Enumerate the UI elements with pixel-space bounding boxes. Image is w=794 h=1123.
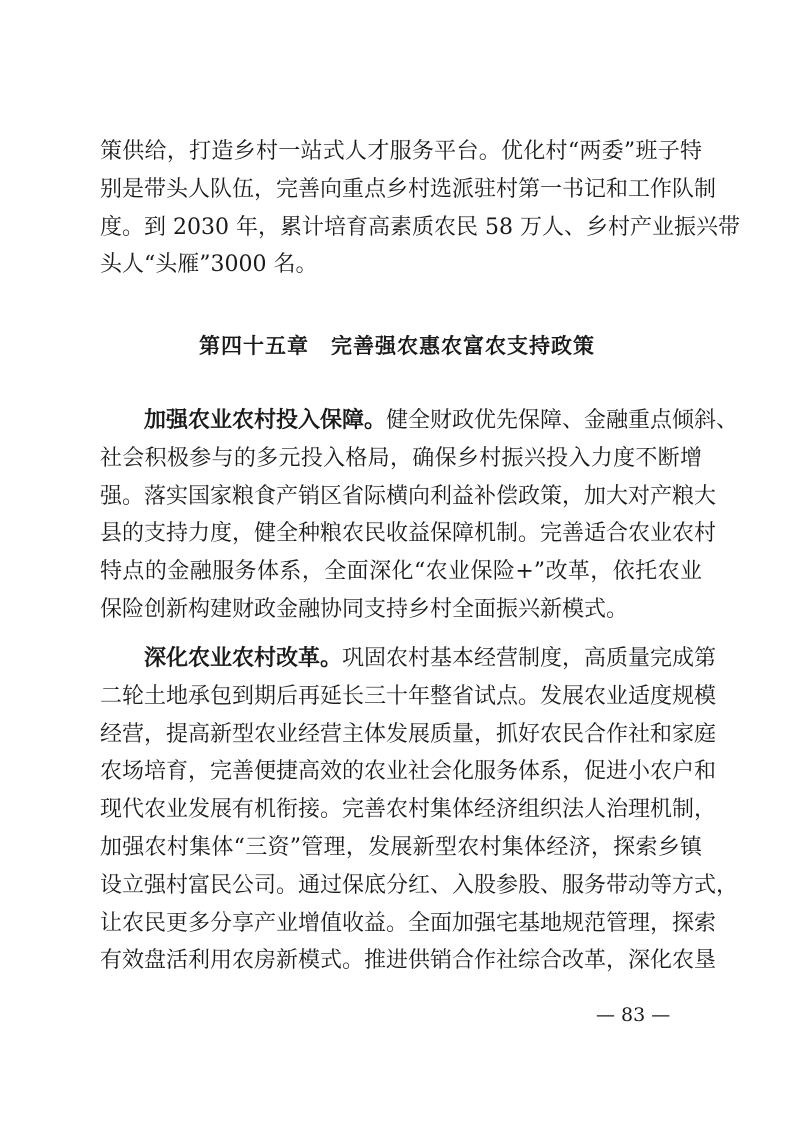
text-line: 农场培育，完善便捷高效的农业社会化服务体系，促进小农户和 [100,759,717,785]
text-line-rest: 巩固农村基本经营制度，高质量完成第 [342,646,717,671]
paragraph-lead: 深化农业农村改革。 [144,645,343,671]
text-line: 度。到 2030 年，累计培育高素质农民 58 万人、乡村产业振兴带 [100,214,740,240]
text-line: 加强农村集体“三资”管理，发展新型农村集体经济，探索乡镇 [100,834,702,860]
text-line: 策供给，打造乡村一站式人才服务平台。优化村“两委”班子特 [100,139,702,164]
paragraph-lead: 加强农业农村投入保障。 [144,407,387,433]
text-line: 强。落实国家粮食产销区省际横向利益补偿政策，加大对产粮大 [100,483,717,509]
chapter-heading: 第四十五章 完善强农惠农富农支持政策 [199,333,595,358]
text-line [100,640,717,678]
text-line: 别是带头人队伍，完善向重点乡村选派驻村第一书记和工作队制 [100,176,717,202]
text-line: 设立强村富民公司。通过保底分红、入股参股、服务带动等方式， [100,872,739,898]
text-line: 保险创新构建财政金融协同支持乡村全面振兴新模式。 [100,596,629,622]
text-line: 让农民更多分享产业增值收益。全面加强宅基地规范管理，探索 [100,910,717,936]
text-line: 经营，提高新型农业经营主体发展质量，抓好农民合作社和家庭 [100,721,717,747]
text-line: 特点的金融服务体系，全面深化“农业保险+”改革，依托农业 [100,559,702,585]
text-line: 头人“头雁”3000 名。 [100,252,318,278]
text-line [100,402,739,440]
text-line: 现代农业发展有机衔接。完善农村集体经济组织法人治理机制， [100,797,717,823]
paragraph-rural-reform [100,640,739,980]
text-line: 二轮土地承包到期后再延长三十年整省试点。发展农业适度规模 [100,683,717,709]
text-line: 县的支持力度，健全种粮农民收益保障机制。完善适合农业农村 [100,521,717,547]
text-line: 社会积极参与的多元投入格局，确保乡村振兴投入力度不断增 [100,445,702,471]
paragraph-talent-services [100,133,740,284]
text-line: 有效盘活利用农房新模式。推进供销合作社综合改革，深化农垦 [100,948,717,974]
page-number: — 83 — [596,1004,671,1026]
paragraph-investment-guarantee [100,402,739,629]
text-line-rest: 健全财政优先保障、金融重点倾斜、 [386,408,739,433]
